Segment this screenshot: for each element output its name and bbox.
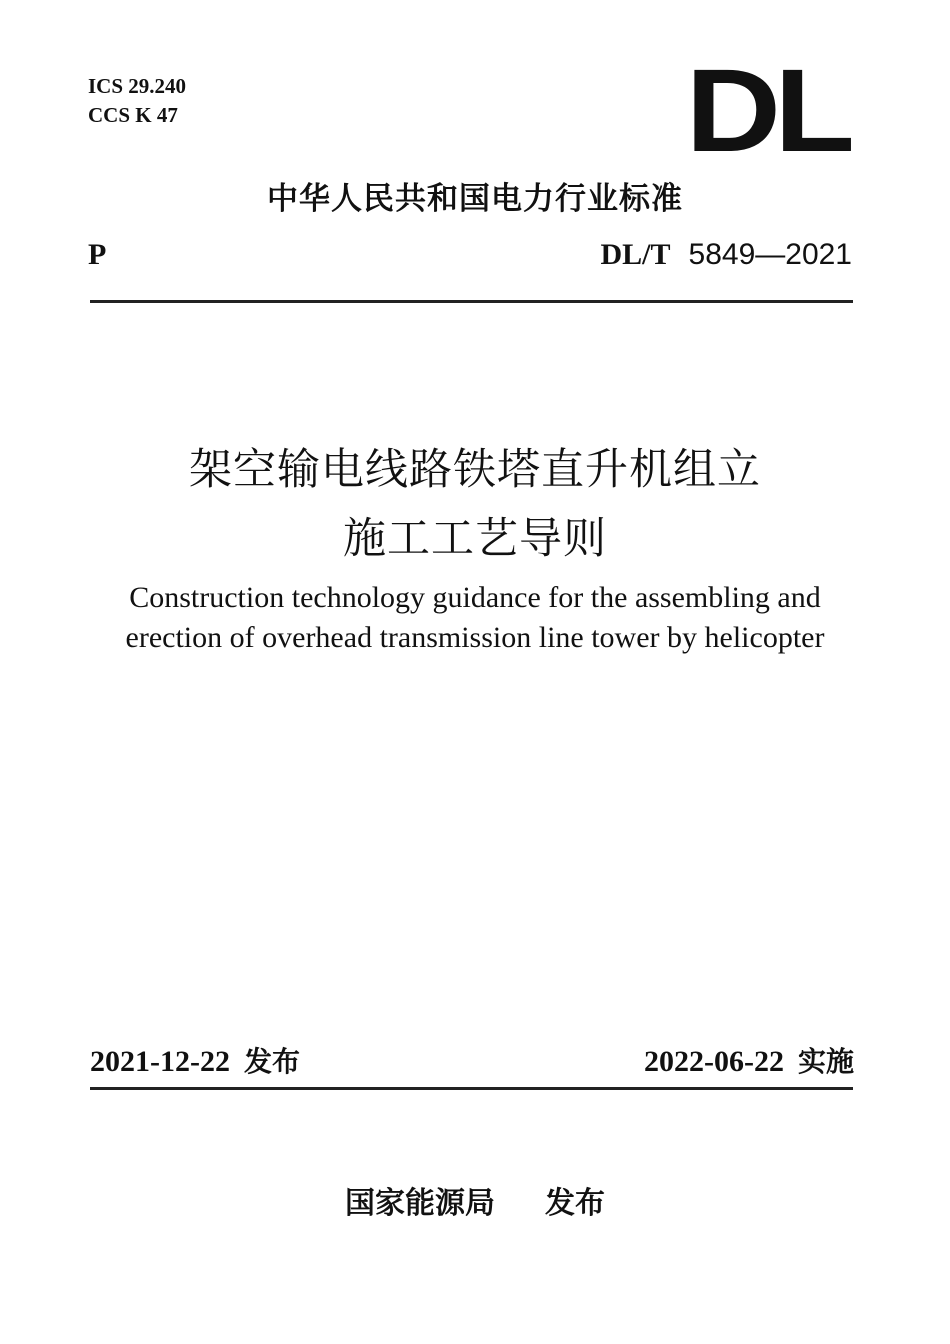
title-en-line-1: Construction technology guidance for the assembling and bbox=[129, 581, 821, 614]
implement-label: 实施 bbox=[797, 1045, 854, 1078]
issuer-block bbox=[0, 1178, 950, 1222]
standard-code bbox=[600, 238, 852, 272]
issue-date-block bbox=[90, 1040, 300, 1080]
dl-logo: DL bbox=[685, 45, 848, 177]
standard-code-prefix: DL/T bbox=[600, 238, 671, 271]
title-zh-line-2: 施工工艺导则 bbox=[343, 514, 607, 564]
issue-date: 2021-12-22 bbox=[90, 1045, 230, 1078]
classification-codes bbox=[88, 72, 186, 130]
date-divider bbox=[90, 1087, 853, 1090]
issuer-label: 发布 bbox=[545, 1186, 605, 1221]
implement-date: 2022-06-22 bbox=[644, 1045, 784, 1078]
issue-label: 发布 bbox=[243, 1045, 300, 1078]
title-en-line-2: erection of overhead transmission line tower by helicopter bbox=[125, 621, 825, 654]
issuer-name: 国家能源局 bbox=[345, 1186, 495, 1221]
title-zh-line-1: 架空输电线路铁塔直升机组立 bbox=[189, 445, 761, 495]
category-code: P bbox=[88, 238, 107, 271]
ccs-code: CCS K 47 bbox=[88, 103, 178, 127]
implement-date-block bbox=[644, 1040, 854, 1080]
standard-code-number: 5849—2021 bbox=[688, 238, 852, 271]
standard-name: 中华人民共和国电力行业标准 bbox=[267, 181, 683, 217]
header-divider bbox=[90, 300, 853, 303]
ics-code: ICS 29.240 bbox=[88, 74, 187, 98]
